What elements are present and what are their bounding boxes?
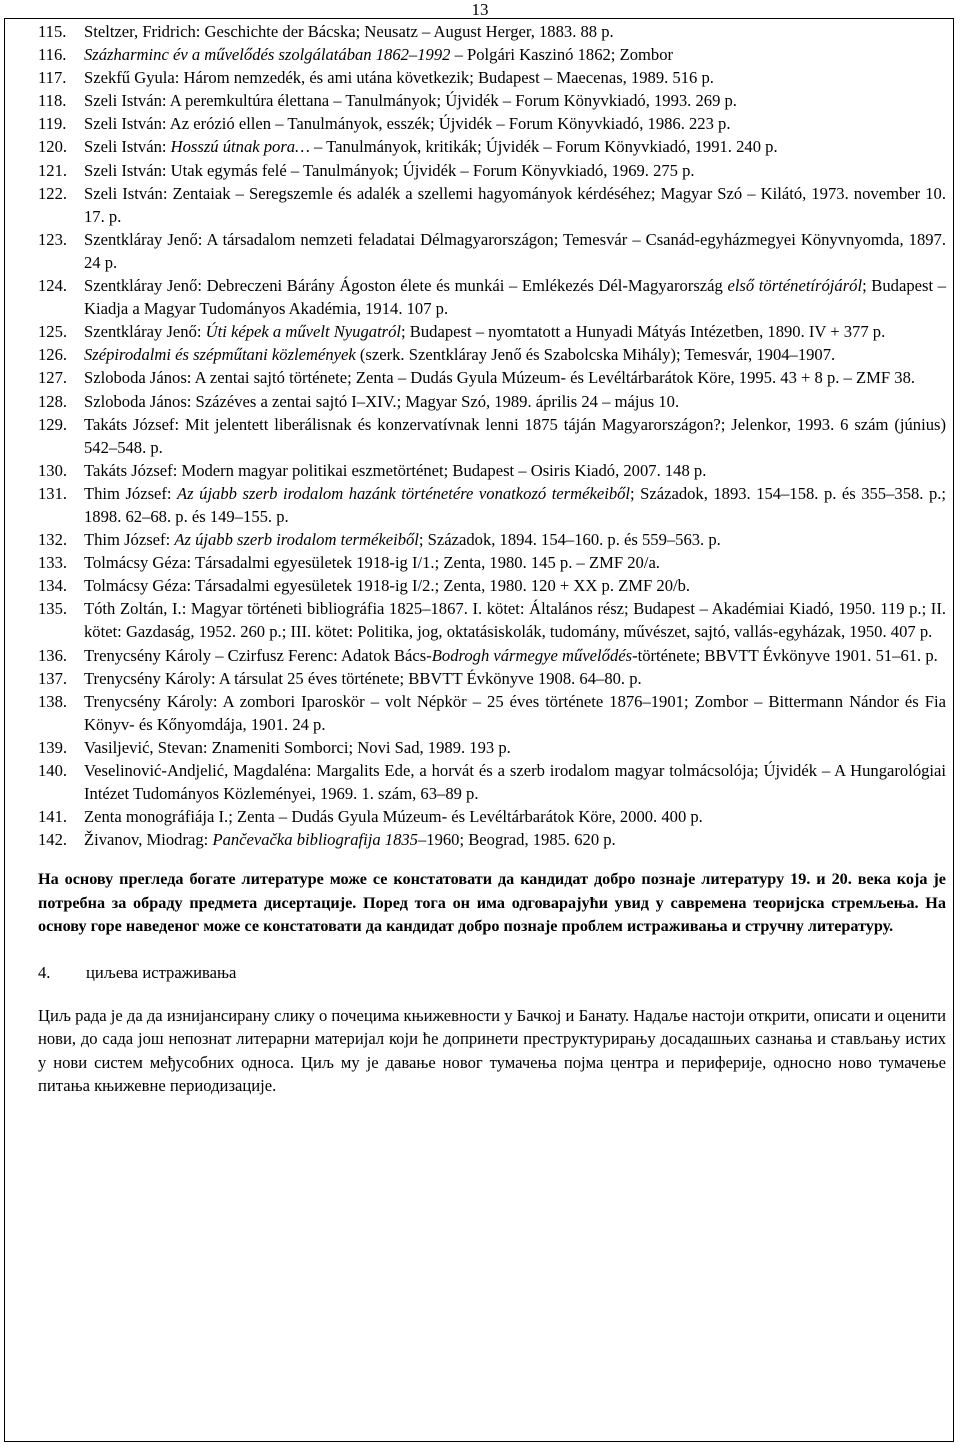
reference-text-part: Zenta monográfiája I.; Zenta – Dudás Gyula Múzeum- és Levéltárbarátok Köre, 2000. 400 p. [84,807,703,827]
reference-number: 121. [38,160,68,180]
reference-number: 138. [38,691,68,711]
reference-item [38,459,946,482]
reference-text [84,761,946,803]
body-paragraph: Циљ рада је да да изнијансирану слику о почецима књижевности у Бачкој и Банату. Надаље настоји открити, описати и оценити нови, до сада још непознат литерарни материјал који ће допринети преструктурирању досадашњих сазнања и стављању истих у нови систем међусобних односа. Циљ му је давање новог тумачења појма центра и периферије, односно ново тумачење питања књижевне периодизације. [38,1005,946,1096]
reference-text [84,599,946,641]
reference-number: 126. [38,345,68,365]
reference-item [38,736,946,759]
summary-paragraph: На основу прегледа богате литературе може се констатовати да кандидат добро познаје литературу 19. и 20. века која је потребна за обраду предмета дисертације. Поред тога он има одговарајући увид у савремена теоријска стремљења. На основу горе наведеног може се констатовати да кандидат добро познаје проблем истраживања и стручну литературу. [38,870,946,936]
reference-text-part: Tóth Zoltán, I.: Magyar történeti bibliográfia 1825–1867. I. kötet: Általános rész; Budapest – Akadémiai Kiadó, 1950. 119 p.; II. kötet: Gazdaság, 1952. 260 p.; III. kötet: Politika, jog, oktatásiskolák, tudomány, művészet, sajtó, vallás-egyházak, 1950. 407 p. [84,599,946,642]
reference-text-part: Trenycsény Károly – Czirfusz Ferenc: Adatok Bács- [84,645,432,665]
reference-text-part: –1960; Beograd, 1985. 620 p. [417,830,616,850]
reference-title-italic: Az újabb szerb irodalom termékeiből [174,530,419,550]
page-number: 13 [471,0,489,19]
reference-title-italic: Százharminc év a művelődés szolgálatában 1862–1992 [84,45,451,65]
section-title: циљева истраживања [86,962,237,982]
reference-text-part: Szeli István: Zentaiak – Seregszemle és adalék a szellemi hagyományok kérdéséhez; Magyar Szó – Kilátó, 1973. november 10. 17. p. [84,183,946,226]
section-number: 4. [38,962,51,982]
reference-text-part: – Polgári Kaszinó 1862; Zombor [450,45,674,65]
reference-text [84,415,946,457]
reference-number: 117. [38,68,67,88]
reference-text [84,114,731,133]
reference-text-part: Szeli István: [84,137,171,157]
reference-text [84,830,616,849]
reference-text-part: Szeli István: Utak egymás felé – Tanulmányok; Újvidék – Forum Könyvkiadó, 1969. 275 p. [84,160,695,180]
reference-text [84,161,695,180]
reference-item [38,66,946,89]
reference-number: 118. [38,91,67,111]
reference-item [38,644,946,667]
reference-title-italic: Pančevačka bibliografija 1835 [212,830,418,850]
reference-number: 142. [38,830,68,850]
reference-text-part: -története; BBVTT Évkönyve 1901. 51–61. p. [632,645,938,665]
reference-text-part: ; Budapest – nyomtatott a Hunyadi Mátyás Intézetben, 1890. IV + 377 p. [401,322,886,342]
reference-number: 115. [38,22,67,41]
reference-text-part: Szentkláray Jenő: A társadalom nemzeti feladatai Délmagyarországon; Temesvár – Csanád-egyházmegyei Könyvnyomda, 1897. 24 p. [84,229,946,272]
reference-number: 133. [38,553,68,573]
reference-number: 120. [38,137,68,157]
reference-text [84,738,511,757]
reference-number: 127. [38,368,68,388]
reference-number: 140. [38,761,68,780]
reference-item [38,413,946,459]
reference-text-part: Trenycsény Károly: A társulat 25 éves története; BBVTT Évkönyve 1908. 64–80. p. [84,668,642,688]
reference-title-italic: Bodrogh vármegye művelődés [431,645,633,665]
reference-title-italic: Úti képek a művelt Nyugatról [205,322,402,342]
reference-text-part: Tolmácsy Géza: Társadalmi egyesületek 1918-ig I/2.; Zenta, 1980. 120 + XX p. ZMF 20/b. [84,576,691,596]
reference-text [84,461,706,480]
reference-text [84,646,938,665]
reference-number: 135. [38,599,68,619]
reference-number: 124. [38,276,68,296]
reference-text-part: Szentkláray Jenő: Debreczeni Bárány Ágoston élete és munkái – Emlékezés Dél-Magyarország [84,276,728,296]
reference-text-part: Takáts József: Modern magyar politikai eszmetörténet; Budapest – Osiris Kiadó, 2007. 148 p. [84,460,707,480]
reference-item [38,759,946,805]
reference-text [84,576,690,595]
reference-title-italic: első történetírójáról [727,276,863,296]
reference-item [38,528,946,551]
reference-text [84,230,946,272]
reference-text [84,137,778,156]
reference-item [38,159,946,182]
reference-text-part: Szeli István: Az erózió ellen – Tanulmányok, esszék; Újvidék – Forum Könyvkiadó, 1986. 223 p. [84,114,731,134]
reference-number: 129. [38,414,68,434]
reference-number: 119. [38,114,67,134]
reference-item [38,112,946,135]
reference-item [38,274,946,320]
reference-number: 141. [38,807,68,827]
reference-title-italic: Szépirodalmi és szépműtani közlemények [84,345,356,365]
reference-number: 136. [38,645,68,665]
reference-text-part: Szekfű Gyula: Három nemzedék, és ami utána következik; Budapest – Maecenas, 1989. 516 p. [84,68,714,88]
reference-text [84,68,714,87]
reference-number: 116. [38,45,67,65]
reference-text-part: ; Századok, 1893. 154–158. p. és 355–358. p.; 1898. 62–68. p. és 149–155. p. [84,483,946,526]
reference-text-part: Vasiljević, Stevan: Znameniti Somborci; Novi Sad, 1989. 193 p. [84,737,511,757]
reference-number: 131. [38,483,68,503]
reference-number: 128. [38,391,68,411]
reference-item [38,343,946,366]
reference-text [84,484,946,526]
reference-number: 122. [38,183,68,203]
reference-item [38,20,946,43]
reference-number: 123. [38,229,68,249]
reference-text-part: – Tanulmányok, kritikák; Újvidék – Forum Könyvkiadó, 1991. 240 p. [309,137,778,157]
reference-title-italic: Hosszú útnak pora… [170,137,310,157]
reference-text [84,669,642,688]
reference-item [38,482,946,528]
reference-text [84,345,835,364]
reference-text [84,276,946,318]
reference-text [84,368,915,387]
reference-text-part: Szloboda János: Százéves a zentai sajtó I–XIV.; Magyar Szó, 1989. április 24 – május 10. [84,391,680,411]
reference-item [38,228,946,274]
reference-text [84,322,885,341]
reference-text-part: Szeli István: A peremkultúra élettana – Tanulmányok; Újvidék – Forum Könyvkiadó, 1993. 269 p. [84,91,737,111]
reference-number: 125. [38,322,68,342]
reference-text-part: Takáts József: Mit jelentett liberálisnak és konzervatívnak lenni 1875 táján Magyarországon?; Jelenkor, 1993. 6 szám (június) 542–548. p. [84,414,946,457]
reference-text [84,45,673,64]
reference-text [84,184,946,226]
reference-number: 139. [38,737,68,757]
reference-item [38,182,946,228]
reference-item [38,135,946,158]
reference-text-part: Trenycsény Károly: A zombori Iparoskör – volt Népkör – 25 éves története 1876–1901; Zombor – Bittermann Nándor és Fia Könyv- és Kőnyomdája, 1901. 24 p. [84,691,946,734]
document-body [38,20,946,1098]
reference-text-part: (szerk. Szentkláray Jenő és Szabolcska Mihály); Temesvár, 1904–1907. [355,345,836,365]
reference-item [38,574,946,597]
reference-item [38,597,946,643]
reference-item [38,828,946,851]
reference-text-part: Živanov, Miodrag: [84,830,213,850]
reference-item [38,690,946,736]
reference-text-part: Thim József: [84,530,175,550]
reference-item [38,43,946,66]
reference-text [84,22,614,41]
reference-text [84,91,737,110]
reference-text-part: Szloboda János: A zentai sajtó története; Zenta – Dudás Gyula Múzeum- és Levéltárbarátok Köre, 1995. 43 + 8 p. – ZMF 38. [84,368,916,388]
reference-text [84,692,946,734]
reference-text-part: Veselinović-Andjelić, Magdaléna: Margalits Ede, a horvát és a szerb irodalom magyar tolmácsolója; Újvidék – A Hungarológiai Intézet Tudományos Közleményei, 1969. 1. szám, 63–89 p. [84,761,946,804]
reference-number: 132. [38,530,68,550]
reference-text-part: Tolmácsy Géza: Társadalmi egyesületek 1918-ig I/1.; Zenta, 1980. 145 p. – ZMF 20/a. [84,553,660,573]
reference-text-part: ; Budapest – Kiadja a Magyar Tudományos Akadémia, 1914. 107 p. [84,276,946,319]
reference-item [38,551,946,574]
reference-text-part: Thim József: [84,483,178,503]
section-heading [38,961,946,984]
reference-item [38,390,946,413]
reference-number: 134. [38,576,68,596]
reference-text [84,530,721,549]
reference-number: 130. [38,460,68,480]
reference-text-part: Steltzer, Fridrich: Geschichte der Bácska; Neusatz – August Herger, 1883. 88 p. [84,22,614,41]
reference-text-part: Szentkláray Jenő: [84,322,206,342]
reference-text-part: ; Századok, 1894. 154–160. p. és 559–563. p. [418,530,721,550]
reference-number: 137. [38,668,68,688]
reference-text [84,807,703,826]
reference-text [84,392,679,411]
reference-item [38,320,946,343]
reference-item [38,366,946,389]
reference-item [38,89,946,112]
reference-item [38,805,946,828]
reference-list [38,20,946,851]
reference-title-italic: Az újabb szerb irodalom hazánk történetére vonatkozó termékeiből [177,483,631,503]
reference-item [38,667,946,690]
reference-text [84,553,660,572]
